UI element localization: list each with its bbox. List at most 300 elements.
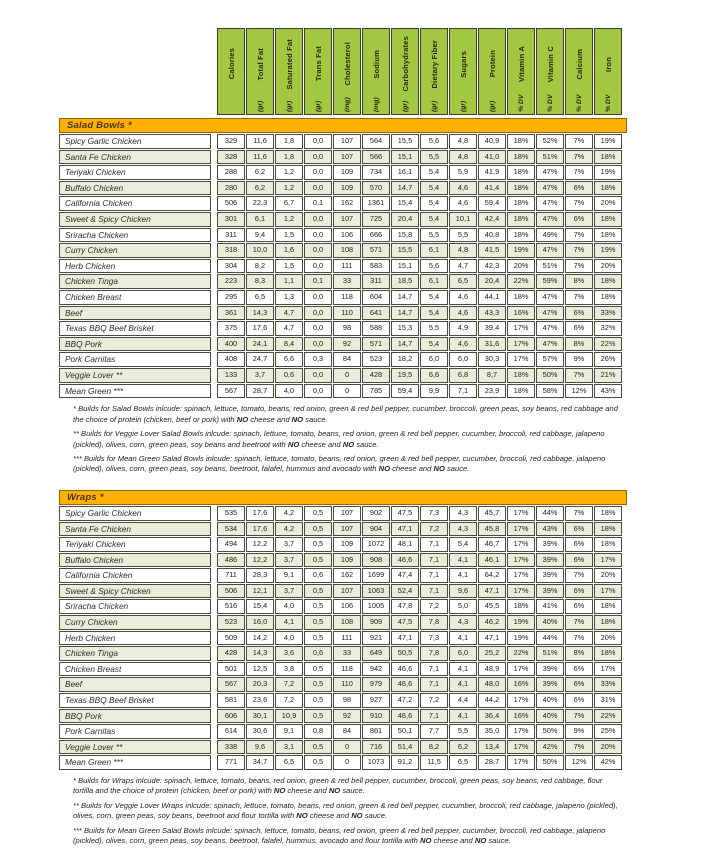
value-cell: 1,2 xyxy=(275,181,303,196)
value-cell: 7,2 xyxy=(275,677,303,692)
value-cell: 47,1 xyxy=(478,584,506,599)
value-cell: 4,8 xyxy=(449,150,477,165)
value-cell: 59% xyxy=(536,274,564,289)
value-cell: 288 xyxy=(217,165,245,180)
footnote-text: cheese and xyxy=(390,464,434,474)
value-cell: 5,9 xyxy=(449,165,477,180)
value-cell: 523 xyxy=(217,615,245,630)
value-cell: 0,0 xyxy=(304,321,332,336)
value-cell: 1,6 xyxy=(275,243,303,258)
value-cell: 47,2 xyxy=(391,693,419,708)
table-row xyxy=(59,306,627,321)
value-cell: 0,1 xyxy=(304,274,332,289)
value-cell: 21% xyxy=(594,368,622,383)
value-cell: 0,0 xyxy=(304,243,332,258)
value-cell: 10,9 xyxy=(275,709,303,724)
value-cell: 42,4 xyxy=(478,212,506,227)
value-cell: 535 xyxy=(217,506,245,521)
value-cell: 18% xyxy=(594,522,622,537)
value-cell: 1,2 xyxy=(275,212,303,227)
value-cell: 59,4 xyxy=(391,384,419,399)
value-cell: 7% xyxy=(565,709,593,724)
value-cell: 6% xyxy=(565,677,593,692)
value-cell: 18% xyxy=(507,384,535,399)
value-cell: 43% xyxy=(594,384,622,399)
value-cell: 7% xyxy=(565,368,593,383)
value-cell: 15,1 xyxy=(391,259,419,274)
value-cell: 20,4 xyxy=(478,274,506,289)
column-header-unit: (gr) xyxy=(430,100,438,112)
value-cell: 649 xyxy=(362,646,390,661)
value-cell: 47% xyxy=(536,337,564,352)
value-cell: 927 xyxy=(362,693,390,708)
value-cell: 16,1 xyxy=(391,165,419,180)
value-cell: 19% xyxy=(507,243,535,258)
value-cell: 47,1 xyxy=(391,522,419,537)
value-cell: 51% xyxy=(536,259,564,274)
value-cell: 41,5 xyxy=(478,243,506,258)
value-cell: 106 xyxy=(333,599,361,614)
value-cell: 4,8 xyxy=(449,134,477,149)
value-cell: 8,3 xyxy=(246,274,274,289)
table-row xyxy=(59,384,627,399)
table-row xyxy=(59,259,627,274)
menu-section xyxy=(59,490,627,859)
value-cell: 4,6 xyxy=(449,306,477,321)
value-cell: 39% xyxy=(536,537,564,552)
value-cell: 7% xyxy=(565,259,593,274)
value-cell: 47% xyxy=(536,212,564,227)
value-cell: 725 xyxy=(362,212,390,227)
footnote-emphasis: NO xyxy=(287,439,300,449)
value-cell: 570 xyxy=(362,181,390,196)
column-header xyxy=(362,28,390,115)
footnote-text: sauce. xyxy=(444,464,470,474)
value-cell: 0,3 xyxy=(304,352,332,367)
value-cell: 921 xyxy=(362,631,390,646)
value-cell: 20% xyxy=(507,259,535,274)
value-cell: 109 xyxy=(333,165,361,180)
value-cell: 107 xyxy=(333,506,361,521)
value-cell: 109 xyxy=(333,181,361,196)
value-cell: 15,1 xyxy=(391,150,419,165)
value-cell: 6% xyxy=(565,662,593,677)
value-cell: 47,5 xyxy=(391,506,419,521)
value-cell: 18% xyxy=(507,599,535,614)
column-header xyxy=(391,28,419,115)
value-cell: 17% xyxy=(507,662,535,677)
value-cell: 5,5 xyxy=(449,228,477,243)
value-cell: 7% xyxy=(565,631,593,646)
value-cell: 52% xyxy=(536,134,564,149)
value-cell: 9,1 xyxy=(275,568,303,583)
value-cell: 14,3 xyxy=(246,306,274,321)
value-cell: 19% xyxy=(594,134,622,149)
value-cell: 50,5 xyxy=(391,646,419,661)
value-cell: 18% xyxy=(594,228,622,243)
value-cell: 20% xyxy=(594,259,622,274)
value-cell: 16% xyxy=(507,677,535,692)
footnotes xyxy=(59,398,627,487)
value-cell: 98 xyxy=(333,693,361,708)
value-cell: 33 xyxy=(333,646,361,661)
column-header-label: Calcium xyxy=(574,48,584,80)
value-cell: 571 xyxy=(362,243,390,258)
value-cell: 3,7 xyxy=(275,537,303,552)
column-header-unit: (gr) xyxy=(314,100,322,112)
value-cell: 9,1 xyxy=(275,724,303,739)
value-cell: 0,6 xyxy=(304,568,332,583)
value-cell: 41,4 xyxy=(478,181,506,196)
value-cell: 861 xyxy=(362,724,390,739)
value-cell: 22% xyxy=(507,274,535,289)
value-cell: 33% xyxy=(594,677,622,692)
value-cell: 45,7 xyxy=(478,506,506,521)
value-cell: 280 xyxy=(217,181,245,196)
value-cell: 509 xyxy=(217,631,245,646)
value-cell: 18% xyxy=(594,212,622,227)
column-header-label: Protein xyxy=(487,50,497,78)
value-cell: 6,0 xyxy=(449,646,477,661)
footnote-emphasis: NO xyxy=(296,811,308,821)
item-name-cell: Teriyaki Chicken xyxy=(59,537,211,552)
value-cell: 40,9 xyxy=(478,134,506,149)
value-cell: 6% xyxy=(565,181,593,196)
item-name-cell: Mean Green *** xyxy=(59,755,211,770)
value-cell: 7,8 xyxy=(420,615,448,630)
value-cell: 39,4 xyxy=(478,321,506,336)
value-cell: 33 xyxy=(333,274,361,289)
value-cell: 5,5 xyxy=(420,228,448,243)
value-cell: 18,2 xyxy=(391,352,419,367)
value-cell: 40,8 xyxy=(478,228,506,243)
footnote-emphasis: NO xyxy=(291,414,304,424)
value-cell: 20% xyxy=(594,196,622,211)
value-cell: 19% xyxy=(594,243,622,258)
value-cell: 64,2 xyxy=(478,568,506,583)
value-cell: 1,1 xyxy=(275,274,303,289)
value-cell: 7,1 xyxy=(420,584,448,599)
table-row xyxy=(59,150,627,165)
value-cell: 40% xyxy=(536,709,564,724)
value-cell: 20,3 xyxy=(246,677,274,692)
value-cell: 12% xyxy=(565,384,593,399)
value-cell: 24,7 xyxy=(246,352,274,367)
value-cell: 5,5 xyxy=(449,724,477,739)
column-header xyxy=(536,28,564,115)
value-cell: 17% xyxy=(507,352,535,367)
value-cell: 328 xyxy=(217,150,245,165)
value-cell: 32% xyxy=(594,321,622,336)
value-cell: 3,8 xyxy=(275,662,303,677)
column-header-label: Saturated Fat xyxy=(284,38,294,90)
value-cell: 14,3 xyxy=(246,646,274,661)
nutrition-table-sections xyxy=(59,118,627,859)
value-cell: 304 xyxy=(217,259,245,274)
value-cell: 4,3 xyxy=(449,522,477,537)
value-cell: 39% xyxy=(536,568,564,583)
footnote-emphasis: NO xyxy=(433,464,445,474)
value-cell: 31% xyxy=(594,693,622,708)
item-name-cell: California Chicken xyxy=(59,196,211,211)
value-cell: 6,0 xyxy=(449,352,477,367)
value-cell: 0,0 xyxy=(304,368,332,383)
value-cell: 16,0 xyxy=(246,615,274,630)
value-cell: 107 xyxy=(333,150,361,165)
value-cell: 59,4 xyxy=(478,196,506,211)
value-cell: 46,6 xyxy=(391,553,419,568)
item-name-cell: Sriracha Chicken xyxy=(59,599,211,614)
value-cell: 43,3 xyxy=(478,306,506,321)
value-cell: 588 xyxy=(362,321,390,336)
value-cell: 0,0 xyxy=(304,181,332,196)
value-cell: 39% xyxy=(536,584,564,599)
footnote-text: *** Builds for Mean Green Salad Bowls inlcude: spinach, lettuce, tomato, beans, red onion, green & red bell pepper, cucumber, broccoli, red cabbage, jalapeno (pickled), olives, corn, green peas, soy beans, beetroot, falafel, hummus and avocado with xyxy=(73,453,606,474)
value-cell: 133 xyxy=(217,368,245,383)
footnote xyxy=(73,404,618,425)
value-cell: 17% xyxy=(507,693,535,708)
value-cell: 8,2 xyxy=(246,259,274,274)
value-cell: 0 xyxy=(333,384,361,399)
value-cell: 91,2 xyxy=(391,755,419,770)
value-cell: 46,6 xyxy=(391,677,419,692)
value-cell: 9,6 xyxy=(246,740,274,755)
value-cell: 28,7 xyxy=(478,755,506,770)
value-cell: 24,1 xyxy=(246,337,274,352)
value-cell: 5,6 xyxy=(420,259,448,274)
value-cell: 6,0 xyxy=(420,352,448,367)
value-cell: 7% xyxy=(565,150,593,165)
value-cell: 408 xyxy=(217,352,245,367)
value-cell: 111 xyxy=(333,259,361,274)
value-cell: 45,8 xyxy=(478,522,506,537)
value-cell: 47% xyxy=(536,243,564,258)
value-cell: 571 xyxy=(362,337,390,352)
item-name-cell: Herb Chicken xyxy=(59,259,211,274)
footnote xyxy=(73,454,618,475)
value-cell: 40% xyxy=(536,693,564,708)
value-cell: 7% xyxy=(565,506,593,521)
value-cell: 51% xyxy=(536,150,564,165)
value-cell: 111 xyxy=(333,631,361,646)
value-cell: 0,5 xyxy=(304,631,332,646)
value-cell: 7% xyxy=(565,228,593,243)
value-cell: 42% xyxy=(536,740,564,755)
value-cell: 23,9 xyxy=(478,384,506,399)
value-cell: 1073 xyxy=(362,755,390,770)
footnote-emphasis: NO xyxy=(351,811,363,821)
value-cell: 18,5 xyxy=(391,274,419,289)
value-cell: 17,6 xyxy=(246,522,274,537)
value-cell: 39% xyxy=(536,662,564,677)
value-cell: 17% xyxy=(507,553,535,568)
table-row xyxy=(59,337,627,352)
value-cell: 6,5 xyxy=(246,290,274,305)
value-cell: 18% xyxy=(594,646,622,661)
value-cell: 17% xyxy=(507,506,535,521)
column-header-unit: % DV xyxy=(604,94,612,112)
value-cell: 7,8 xyxy=(420,646,448,661)
value-cell: 6% xyxy=(565,212,593,227)
item-name-cell: Texas BBQ Beef Brisket xyxy=(59,693,211,708)
value-cell: 581 xyxy=(217,693,245,708)
value-cell: 1,8 xyxy=(275,134,303,149)
value-cell: 4,1 xyxy=(449,568,477,583)
value-cell: 7,2 xyxy=(420,522,448,537)
value-cell: 4,7 xyxy=(275,321,303,336)
value-cell: 22% xyxy=(594,709,622,724)
value-cell: 48,0 xyxy=(478,677,506,692)
table-row xyxy=(59,693,627,708)
value-cell: 6,8 xyxy=(449,368,477,383)
item-name-cell: Chicken Tinga xyxy=(59,274,211,289)
value-cell: 44% xyxy=(536,631,564,646)
value-cell: 50% xyxy=(536,368,564,383)
value-cell: 18% xyxy=(594,150,622,165)
value-cell: 614 xyxy=(217,724,245,739)
table-row xyxy=(59,522,627,537)
value-cell: 3,7 xyxy=(246,368,274,383)
table-row xyxy=(59,662,627,677)
value-cell: 6,6 xyxy=(420,368,448,383)
value-cell: 0,0 xyxy=(304,259,332,274)
value-cell: 18% xyxy=(507,165,535,180)
value-cell: 7% xyxy=(565,568,593,583)
value-cell: 17% xyxy=(507,584,535,599)
value-cell: 4,7 xyxy=(275,306,303,321)
value-cell: 428 xyxy=(217,646,245,661)
value-cell: 19% xyxy=(507,615,535,630)
table-row xyxy=(59,724,627,739)
value-cell: 109 xyxy=(333,553,361,568)
item-name-cell: BBQ Pork xyxy=(59,709,211,724)
value-cell: 23,6 xyxy=(246,693,274,708)
value-cell: 19,5 xyxy=(391,368,419,383)
value-cell: 4,2 xyxy=(275,522,303,537)
footnote-text: *** Builds for Mean Green Salad Bowls inlcude: spinach, lettuce, tomato, beans, red onion, green & red bell pepper, cucumber, broccoli, red cabbage, jalapeno (pickled), olives, corn, green peas, soy beans, beetroot, falafel, hummus, avocado and flour tortilla with xyxy=(73,825,606,846)
footnote-emphasis: NO xyxy=(342,439,355,449)
value-cell: 47% xyxy=(536,181,564,196)
item-name-cell: Veggie Lover ** xyxy=(59,740,211,755)
value-cell: 4,0 xyxy=(275,599,303,614)
table-row xyxy=(59,631,627,646)
value-cell: 30,1 xyxy=(246,709,274,724)
column-header xyxy=(304,28,332,115)
value-cell: 4,1 xyxy=(449,631,477,646)
value-cell: 7,2 xyxy=(420,693,448,708)
value-cell: 4,8 xyxy=(449,243,477,258)
value-cell: 6,1 xyxy=(420,243,448,258)
table-row xyxy=(59,740,627,755)
column-header-unit: % DV xyxy=(575,94,583,112)
value-cell: 0,0 xyxy=(304,384,332,399)
value-cell: 11,6 xyxy=(246,150,274,165)
column-header xyxy=(275,28,303,115)
item-name-cell: Sriracha Chicken xyxy=(59,228,211,243)
value-cell: 567 xyxy=(217,384,245,399)
value-cell: 46,2 xyxy=(478,615,506,630)
value-cell: 734 xyxy=(362,165,390,180)
item-name-cell: Mean Green *** xyxy=(59,384,211,399)
value-cell: 18% xyxy=(594,290,622,305)
value-cell: 0,0 xyxy=(304,150,332,165)
table-row xyxy=(59,615,627,630)
value-cell: 516 xyxy=(217,599,245,614)
value-cell: 47% xyxy=(536,321,564,336)
table-row xyxy=(59,321,627,336)
value-cell: 3,7 xyxy=(275,584,303,599)
value-cell: 17% xyxy=(507,724,535,739)
value-cell: 18% xyxy=(507,196,535,211)
value-cell: 0,5 xyxy=(304,537,332,552)
value-cell: 41,0 xyxy=(478,150,506,165)
value-cell: 28,3 xyxy=(246,568,274,583)
value-cell: 16% xyxy=(507,709,535,724)
column-header-label: Total Fat xyxy=(255,47,265,81)
footnote-emphasis: NO xyxy=(378,464,390,474)
value-cell: 17% xyxy=(507,740,535,755)
value-cell: 47,8 xyxy=(391,599,419,614)
value-cell: 4,4 xyxy=(449,693,477,708)
value-cell: 5,4 xyxy=(449,537,477,552)
item-name-cell: Chicken Breast xyxy=(59,662,211,677)
value-cell: 118 xyxy=(333,662,361,677)
value-cell: 18% xyxy=(507,134,535,149)
value-cell: 785 xyxy=(362,384,390,399)
value-cell: 17% xyxy=(507,537,535,552)
value-cell: 567 xyxy=(217,677,245,692)
value-cell: 311 xyxy=(217,228,245,243)
value-cell: 47% xyxy=(536,290,564,305)
column-header-unit: (gr) xyxy=(488,100,496,112)
item-name-cell: BBQ Pork xyxy=(59,337,211,352)
column-header-unit: % DV xyxy=(546,94,554,112)
value-cell: 0,5 xyxy=(304,693,332,708)
value-cell: 4,7 xyxy=(449,259,477,274)
value-cell: 7,3 xyxy=(420,631,448,646)
value-cell: 904 xyxy=(362,522,390,537)
value-cell: 18% xyxy=(507,368,535,383)
value-cell: 4,6 xyxy=(449,196,477,211)
column-header xyxy=(478,28,506,115)
value-cell: 9% xyxy=(565,352,593,367)
value-cell: 11,5 xyxy=(420,755,448,770)
value-cell: 534 xyxy=(217,522,245,537)
section-header: Wraps * xyxy=(59,490,627,505)
value-cell: 311 xyxy=(362,274,390,289)
value-cell: 36,4 xyxy=(478,709,506,724)
value-cell: 107 xyxy=(333,134,361,149)
column-header-unit: (gr) xyxy=(459,100,467,112)
value-cell: 92 xyxy=(333,709,361,724)
value-cell: 25,2 xyxy=(478,646,506,661)
item-name-cell: Chicken Breast xyxy=(59,290,211,305)
item-name-cell: Spicy Garlic Chicken xyxy=(59,506,211,521)
column-header-label: Sodium xyxy=(371,49,381,79)
table-row xyxy=(59,755,627,770)
value-cell: 8% xyxy=(565,646,593,661)
value-cell: 4,1 xyxy=(449,677,477,692)
value-cell: 12% xyxy=(565,755,593,770)
value-cell: 5,4 xyxy=(420,181,448,196)
item-name-cell: Beef xyxy=(59,677,211,692)
table-row xyxy=(59,228,627,243)
item-name-cell: Sweet & Spicy Chicken xyxy=(59,584,211,599)
value-cell: 4,1 xyxy=(449,709,477,724)
value-cell: 17% xyxy=(507,755,535,770)
value-cell: 41% xyxy=(536,599,564,614)
column-header-row xyxy=(217,28,627,115)
